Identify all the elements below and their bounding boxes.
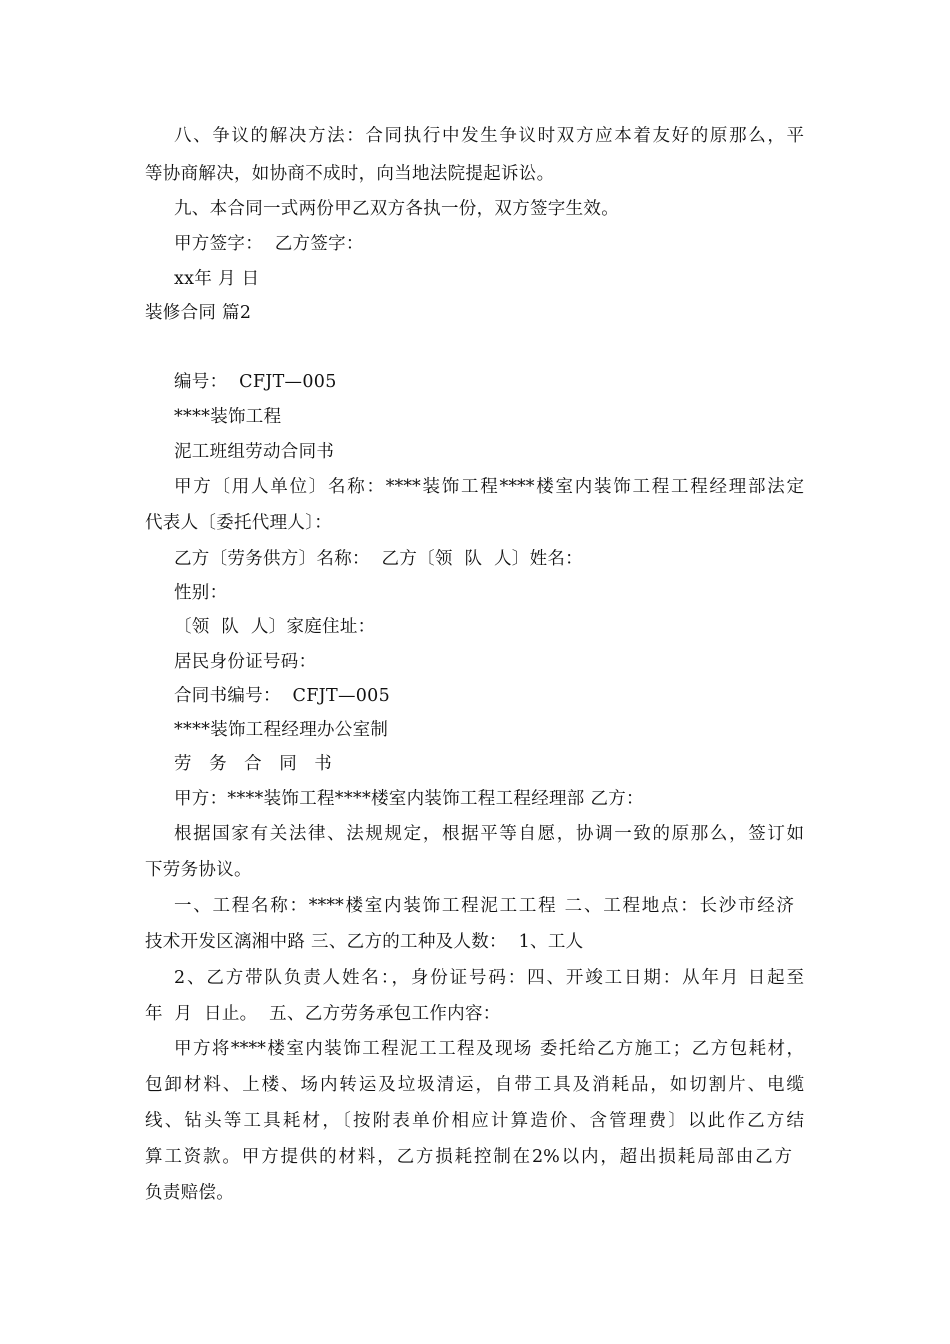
scope-line-5: 负责赔偿。 [145, 1183, 234, 1203]
issuer-line: ****装饰工程经理办公室制 [174, 720, 389, 740]
preamble-line-1: 根据国家有关法律、法规规定，根据平等自愿，协调一致的原那么，签订如 [174, 824, 804, 844]
gender-line: 性别： [174, 583, 228, 603]
clause-8-line-2: 等协商解决，如协商不成时，向当地法院提起诉讼。 [145, 164, 555, 184]
parties-line: 甲方：****装饰工程****楼室内装饰工程工程经理部 乙方： [174, 789, 644, 809]
party-a-line-2: 代表人〔委托代理人〕： [145, 513, 333, 533]
scope-line-2: 包卸材料、上楼、场内转运及垃圾清运，自带工具及消耗品，如切割片、电缆 [145, 1075, 804, 1095]
company-name: ****装饰工程 [174, 407, 282, 427]
date-line: xx年 月 日 [174, 269, 260, 289]
clause-8-line-1: 八、争议的解决方法：合同执行中发生争议时双方应本着友好的原那么，平 [174, 126, 804, 146]
party-a-line-1: 甲方〔用人单位〕名称：****装饰工程****楼室内装饰工程工程经理部法定 [174, 477, 804, 497]
clause-2-4-line-1: 2、乙方带队负责人姓名：，身份证号码：四、开竣工日期：从年月 日起至 [174, 968, 804, 988]
contract-book-number: 合同书编号： CFJT—005 [174, 686, 391, 706]
contract-title: 泥工班组劳动合同书 [174, 442, 335, 462]
contract-number: 编号： CFJT—005 [174, 372, 337, 392]
preamble-line-2: 下劳务协议。 [145, 860, 252, 880]
party-b-line: 乙方〔劳务供方〕名称： 乙方〔领 队 人〕姓名： [174, 549, 583, 569]
clause-1-2-line-1: 一、工程名称：****楼室内装饰工程泥工工程 二、工程地点：长沙市经济 [174, 896, 794, 916]
scope-line-4: 算工资款。甲方提供的材料，乙方损耗控制在2%以内，超出损耗局部由乙方 [145, 1147, 792, 1167]
address-line: 〔领 队 人〕家庭住址： [174, 617, 376, 637]
section-heading: 装修合同 篇2 [145, 303, 252, 323]
id-number-line: 居民身份证号码： [174, 652, 317, 672]
clause-9: 九、本合同一式两份甲乙双方各执一份，双方签字生效。 [174, 199, 619, 219]
signature-line: 甲方签字： 乙方签字： [174, 234, 364, 254]
clause-1-2-line-2: 技术开发区漓湘中路 三、乙方的工种及人数： 1、工人 [145, 932, 584, 952]
labor-contract-title: 劳 务 合 同 书 [174, 754, 338, 774]
clause-2-4-line-2: 年 月 日止。 五、乙方劳务承包工作内容： [145, 1004, 501, 1024]
scope-line-1: 甲方将****楼室内装饰工程泥工工程及现场 委托给乙方施工；乙方包耗材， [174, 1039, 804, 1059]
scope-line-3: 线、钻头等工具耗材，〔按附表单价相应计算造价、含管理费〕以此作乙方结 [145, 1111, 804, 1131]
